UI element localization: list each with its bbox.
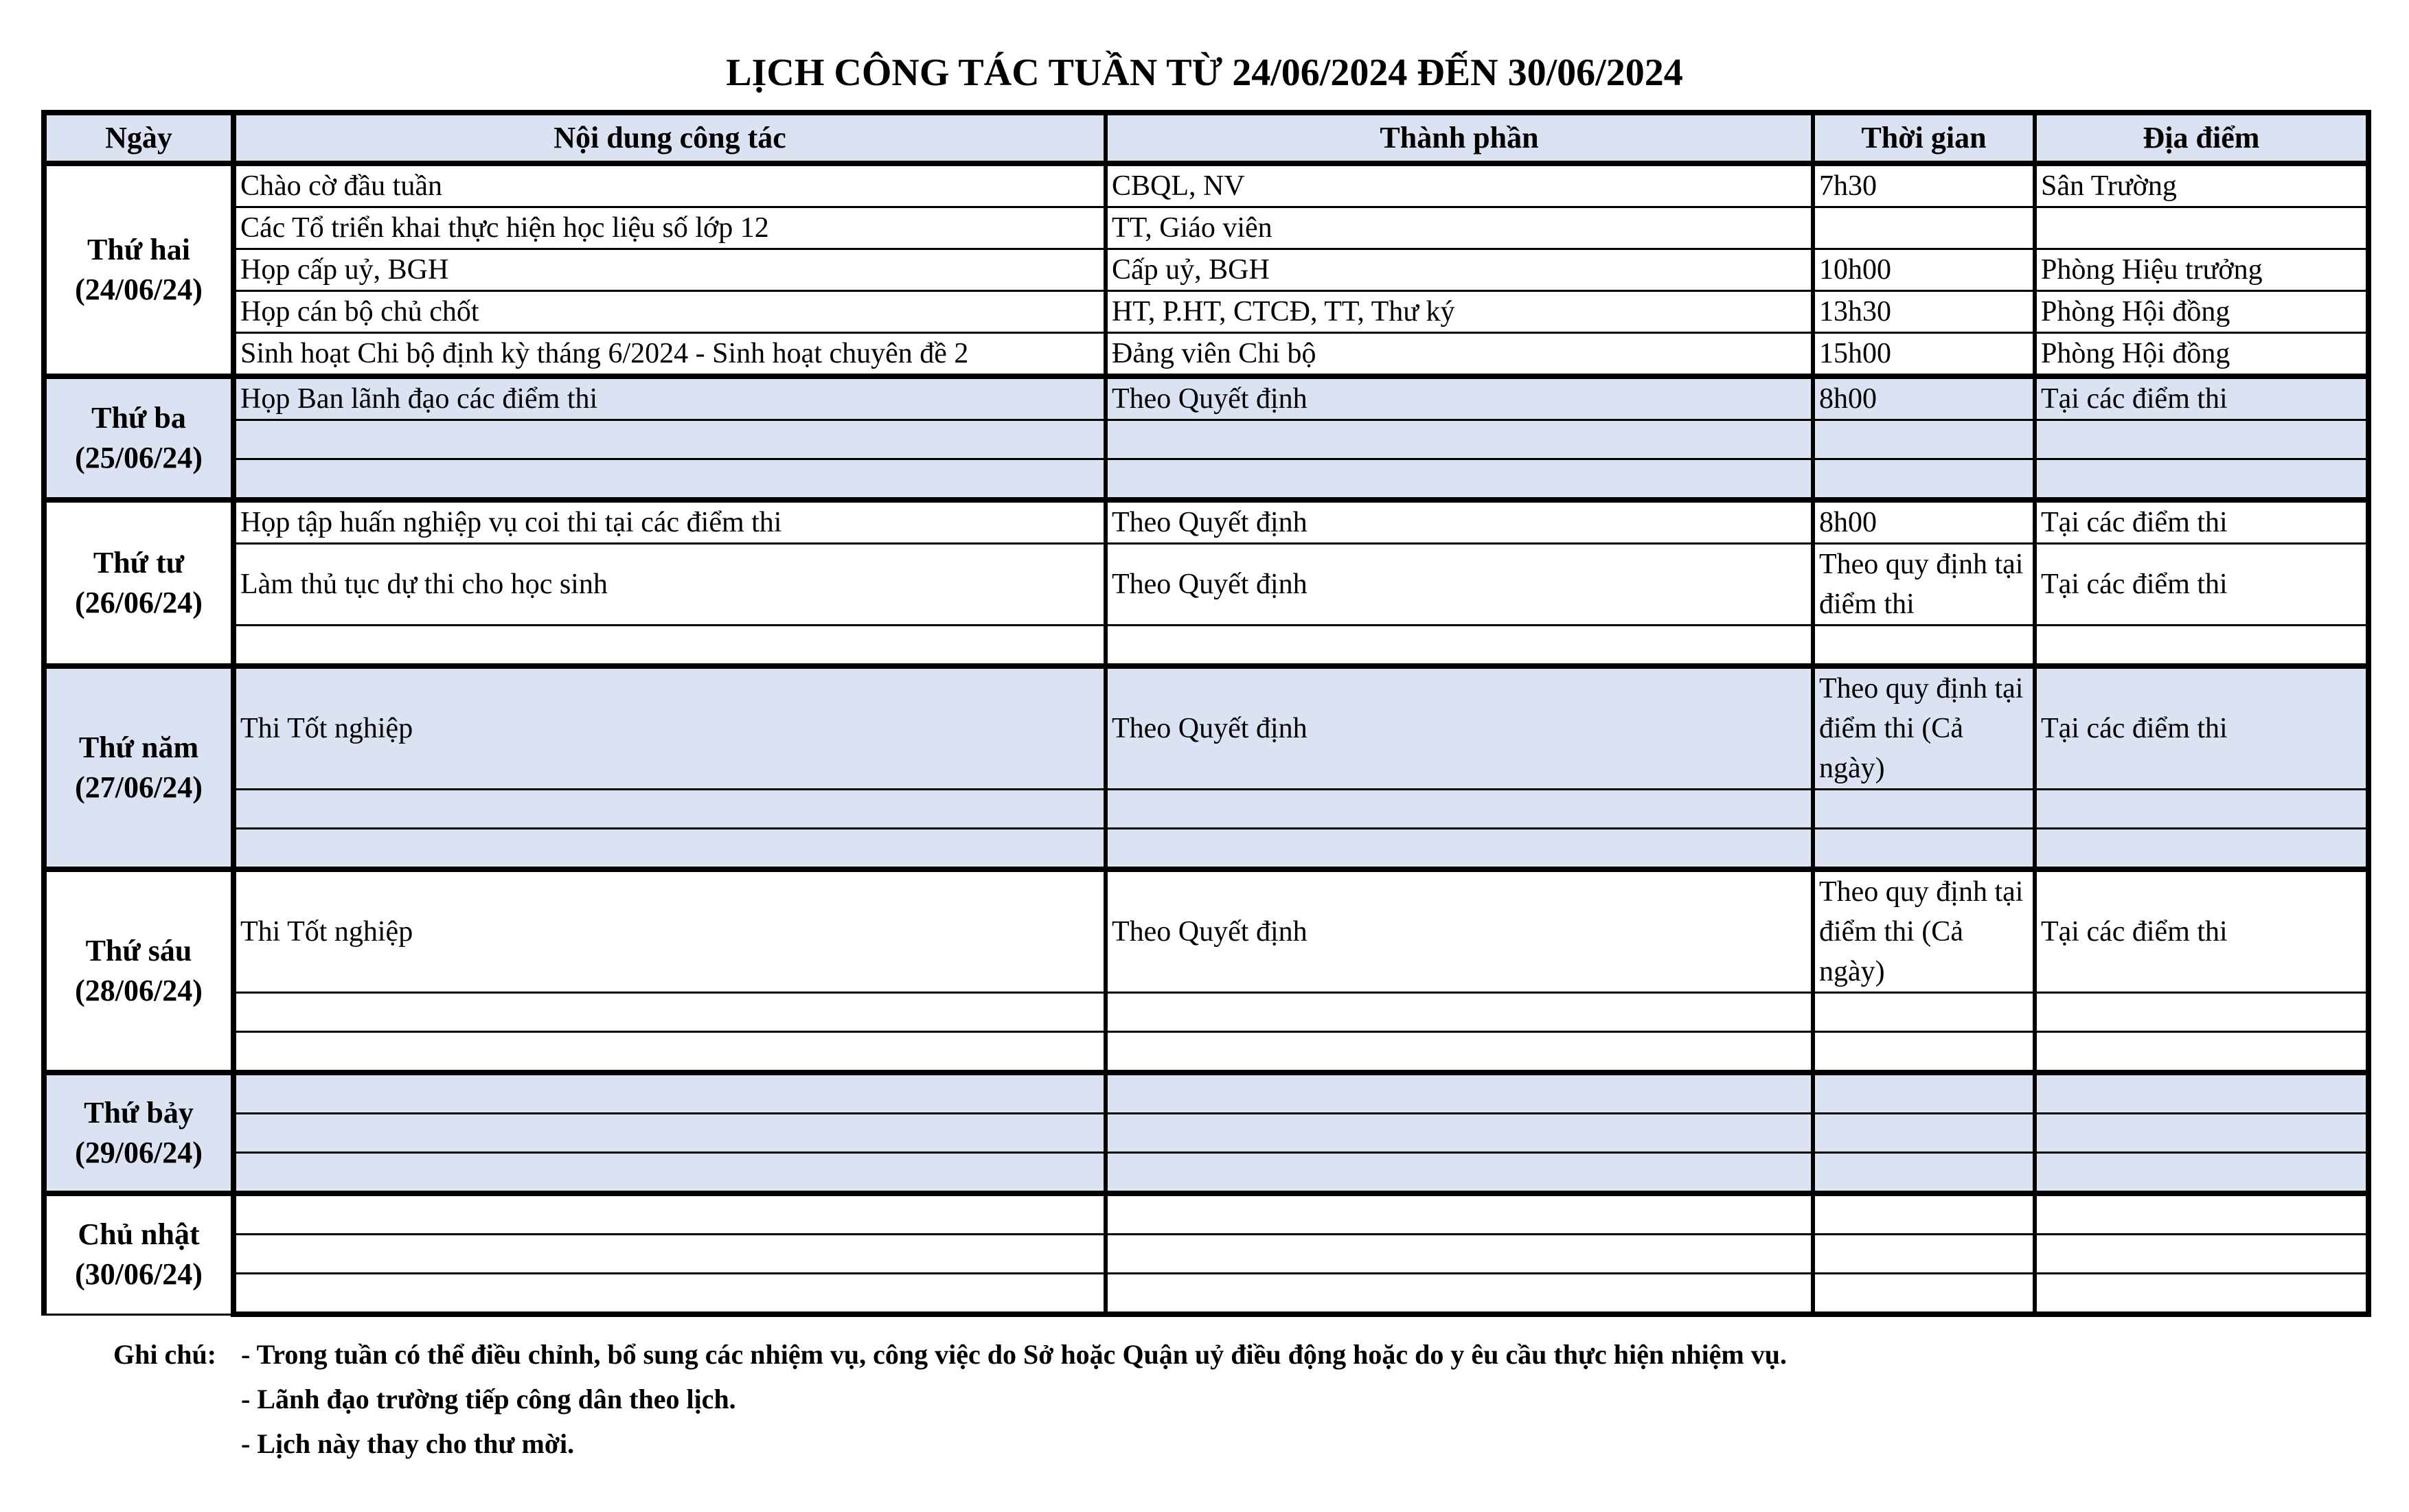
time-cell (1813, 207, 2035, 249)
content-cell (233, 1274, 1106, 1315)
day-name: Thứ bảy (84, 1096, 194, 1130)
content-cell (233, 626, 1106, 667)
place-cell (2035, 1193, 2368, 1235)
content-cell: Thi Tốt nghiệp (233, 666, 1106, 790)
day-cell (44, 1073, 233, 1193)
table-row (44, 500, 2368, 544)
participants-cell (1106, 1114, 1813, 1153)
day-date: (29/06/24) (75, 1136, 203, 1169)
day-date: (26/06/24) (75, 586, 203, 619)
table-row (44, 666, 2368, 790)
table-row (44, 1193, 2368, 1235)
content-cell: Chào cờ đầu tuần (233, 163, 1106, 207)
time-cell (1813, 459, 2035, 501)
time-cell: Theo quy định tại điểm thi (Cả ngày) (1813, 666, 2035, 790)
table-row (44, 1274, 2368, 1315)
place-cell: Phòng Hội đồng (2035, 333, 2368, 377)
table-row (44, 1235, 2368, 1274)
notes-label: Ghi chú: (113, 1339, 217, 1370)
place-cell: Tại các điểm thi (2035, 376, 2368, 420)
day-group-monday (44, 163, 2368, 376)
time-cell: Theo quy định tại điểm thi (Cả ngày) (1813, 869, 2035, 993)
table-row (44, 376, 2368, 420)
place-cell: Tại các điểm thi (2035, 666, 2368, 790)
place-cell: Tại các điểm thi (2035, 544, 2368, 626)
table-row (44, 207, 2368, 249)
time-cell (1813, 790, 2035, 829)
time-cell: 8h00 (1813, 376, 2035, 420)
content-cell (233, 1032, 1106, 1073)
content-cell: Làm thủ tục dự thi cho học sinh (233, 544, 1106, 626)
participants-cell (1106, 1032, 1813, 1073)
participants-cell (1106, 1274, 1813, 1315)
day-date: (24/06/24) (75, 273, 203, 306)
participants-cell: Đảng viên Chi bộ (1106, 333, 1813, 377)
participants-cell: Cấp uỷ, BGH (1106, 249, 1813, 291)
table-row (44, 544, 2368, 626)
table-row (44, 333, 2368, 377)
participants-cell: Theo Quyết định (1106, 544, 1813, 626)
place-cell (2035, 1274, 2368, 1315)
place-cell (2035, 993, 2368, 1032)
content-cell (233, 829, 1106, 870)
content-cell (233, 1073, 1106, 1114)
day-cell (44, 1193, 233, 1314)
notes-section (113, 1332, 1787, 1466)
day-date: (28/06/24) (75, 974, 203, 1007)
content-cell (233, 1235, 1106, 1274)
day-cell (44, 500, 233, 666)
participants-cell (1106, 1193, 1813, 1235)
content-cell: Các Tổ triển khai thực hiện học liệu số lớp 12 (233, 207, 1106, 249)
table-row (44, 790, 2368, 829)
place-cell (2035, 1114, 2368, 1153)
time-cell: Theo quy định tại điểm thi (1813, 544, 2035, 626)
time-cell (1813, 1114, 2035, 1153)
table-row (44, 1032, 2368, 1073)
day-group-tuesday (44, 376, 2368, 500)
participants-cell (1106, 626, 1813, 667)
note-line: - Trong tuần có thể điều chỉnh, bổ sung các nhiệm vụ, công việc do Sở hoặc Quận uỷ điều động hoặc do y êu cầu thực hiện nhiệm vụ. (241, 1339, 1787, 1370)
place-cell: Phòng Hiệu trưởng (2035, 249, 2368, 291)
table-row (44, 829, 2368, 870)
place-cell: Phòng Hội đồng (2035, 291, 2368, 333)
content-cell (233, 459, 1106, 501)
participants-cell (1106, 790, 1813, 829)
participants-cell: Theo Quyết định (1106, 869, 1813, 993)
time-cell (1813, 626, 2035, 667)
place-cell (2035, 1153, 2368, 1194)
participants-cell: HT, P.HT, CTCĐ, TT, Thư ký (1106, 291, 1813, 333)
day-name: Thứ năm (78, 731, 199, 764)
day-name: Thứ ba (91, 401, 186, 435)
header-day: Ngày (44, 113, 233, 163)
note-line: - Lịch này thay cho thư mời. (241, 1428, 575, 1459)
time-cell (1813, 1153, 2035, 1194)
time-cell (1813, 1193, 2035, 1235)
place-cell (2035, 1073, 2368, 1114)
table-row (44, 993, 2368, 1032)
schedule-table (41, 110, 2371, 1317)
content-cell: Họp cán bộ chủ chốt (233, 291, 1106, 333)
place-cell: Tại các điểm thi (2035, 500, 2368, 544)
time-cell: 8h00 (1813, 500, 2035, 544)
time-cell: 7h30 (1813, 163, 2035, 207)
participants-cell (1106, 1235, 1813, 1274)
table-row (44, 420, 2368, 459)
participants-cell (1106, 1153, 1813, 1194)
time-cell (1813, 1235, 2035, 1274)
place-cell (2035, 207, 2368, 249)
place-cell (2035, 626, 2368, 667)
day-date: (25/06/24) (75, 441, 203, 474)
day-date: (30/06/24) (75, 1257, 203, 1292)
day-group-saturday (44, 1073, 2368, 1193)
header-participants: Thành phần (1106, 113, 1813, 163)
day-group-thursday (44, 666, 2368, 869)
table-row (44, 1153, 2368, 1194)
header-content: Nội dung công tác (233, 113, 1106, 163)
day-cell (44, 376, 233, 500)
table-row (44, 459, 2368, 501)
participants-cell (1106, 420, 1813, 459)
table-row (44, 1114, 2368, 1153)
day-group-friday (44, 869, 2368, 1073)
header-place: Địa điểm (2035, 113, 2368, 163)
place-cell (2035, 1032, 2368, 1073)
content-cell: Thi Tốt nghiệp (233, 869, 1106, 993)
participants-cell (1106, 993, 1813, 1032)
table-row (44, 291, 2368, 333)
note-line: - Lãnh đạo trường tiếp công dân theo lịch. (241, 1384, 736, 1414)
participants-cell: Theo Quyết định (1106, 666, 1813, 790)
content-cell: Họp Ban lãnh đạo các điểm thi (233, 376, 1106, 420)
content-cell: Sinh hoạt Chi bộ định kỳ tháng 6/2024 - Sinh hoạt chuyên đề 2 (233, 333, 1106, 377)
day-group-sunday (44, 1193, 2368, 1314)
content-cell (233, 1114, 1106, 1153)
time-cell: 10h00 (1813, 249, 2035, 291)
participants-cell: TT, Giáo viên (1106, 207, 1813, 249)
participants-cell (1106, 1073, 1813, 1114)
place-cell: Sân Trường (2035, 163, 2368, 207)
content-cell (233, 993, 1106, 1032)
content-cell: Họp tập huấn nghiệp vụ coi thi tại các điểm thi (233, 500, 1106, 544)
place-cell (2035, 459, 2368, 501)
time-cell (1813, 420, 2035, 459)
table-row (44, 249, 2368, 291)
header-row (44, 113, 2368, 163)
content-cell (233, 1193, 1106, 1235)
day-cell (44, 869, 233, 1073)
table-row (44, 869, 2368, 993)
time-cell (1813, 829, 2035, 870)
day-name: Chủ nhật (78, 1217, 200, 1252)
page-title: LỊCH CÔNG TÁC TUẦN TỪ 24/06/2024 ĐẾN 30/06/2024 (726, 51, 1683, 94)
day-cell (44, 163, 233, 376)
time-cell: 13h30 (1813, 291, 2035, 333)
table-row (44, 163, 2368, 207)
participants-cell: Theo Quyết định (1106, 376, 1813, 420)
table-row (44, 626, 2368, 667)
day-name: Thứ tư (93, 546, 185, 580)
content-cell (233, 790, 1106, 829)
time-cell (1813, 993, 2035, 1032)
time-cell (1813, 1032, 2035, 1073)
content-cell (233, 1153, 1106, 1194)
header-time: Thời gian (1813, 113, 2035, 163)
participants-cell: Theo Quyết định (1106, 500, 1813, 544)
place-cell (2035, 420, 2368, 459)
notes-lines (241, 1332, 1787, 1466)
place-cell (2035, 829, 2368, 870)
content-cell (233, 420, 1106, 459)
day-date: (27/06/24) (75, 770, 203, 804)
place-cell: Tại các điểm thi (2035, 869, 2368, 993)
place-cell (2035, 1235, 2368, 1274)
time-cell (1813, 1073, 2035, 1114)
day-group-wednesday (44, 500, 2368, 666)
participants-cell: CBQL, NV (1106, 163, 1813, 207)
table-row (44, 1073, 2368, 1114)
time-cell (1813, 1274, 2035, 1315)
content-cell: Họp cấp uỷ, BGH (233, 249, 1106, 291)
place-cell (2035, 790, 2368, 829)
day-name: Thứ hai (87, 233, 190, 266)
day-name: Thứ sáu (85, 934, 192, 967)
participants-cell (1106, 459, 1813, 501)
participants-cell (1106, 829, 1813, 870)
time-cell: 15h00 (1813, 333, 2035, 377)
day-cell (44, 666, 233, 869)
